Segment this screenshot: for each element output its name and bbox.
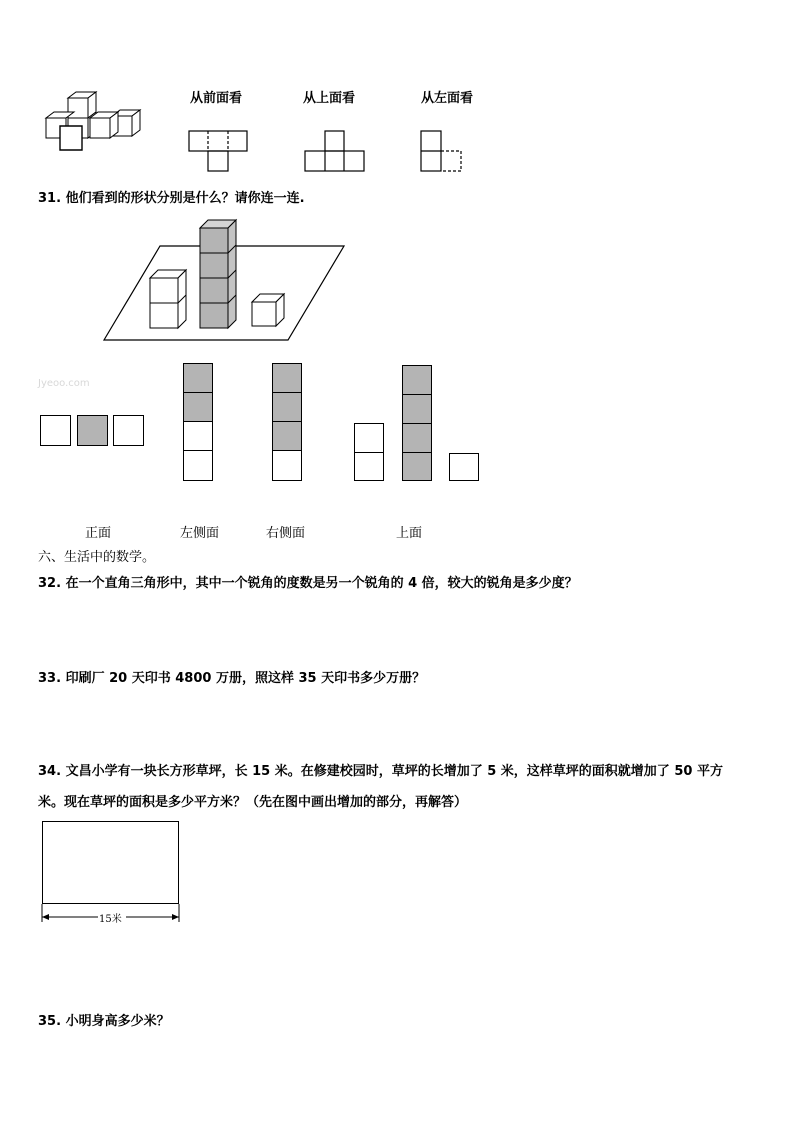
q35-number: 35. (38, 1014, 62, 1029)
q32-number: 32. (38, 576, 62, 591)
lawn-length-label: 15米 (99, 914, 122, 925)
q31-cube-scene (104, 216, 348, 346)
q31-text: 他们看到的形状分别是什么？请你连一连. (65, 191, 305, 206)
top-view-label: 从上面看 (303, 91, 356, 106)
caption-left-side: 左侧面 (180, 526, 220, 541)
q34-line1 (38, 760, 723, 779)
option-front-view[interactable] (40, 415, 144, 446)
q33-number: 33. (38, 671, 62, 686)
q35 (38, 1010, 170, 1029)
cube-figure-isometric (40, 86, 140, 158)
lawn-rectangle[interactable] (42, 821, 179, 904)
option-right-side-view[interactable] (272, 363, 302, 481)
top-view-drawing (304, 130, 366, 174)
caption-top: 上面 (396, 526, 423, 541)
caption-right-side: 右侧面 (266, 526, 306, 541)
front-view-drawing (188, 130, 250, 174)
q35-text: 小明身高多少米？ (65, 1014, 170, 1029)
q33 (38, 667, 425, 686)
left-view-label: 从左面看 (421, 91, 474, 106)
q33-text: 印刷厂 20 天印书 4800 万册，照这样 35 天印书多少万册？ (65, 671, 426, 686)
section-6-title: 六、生活中的数学。 (38, 550, 156, 565)
option-left-side-view[interactable] (183, 363, 213, 481)
q32 (38, 572, 578, 591)
q34-number: 34. (38, 764, 62, 779)
option-top-view[interactable] (354, 365, 480, 481)
q34-text-line1: 文昌小学有一块长方形草坪，长 15 米。在修建校园时，草坪的长增加了 5 米，这样草坪的面积就增加了 50 平方 (65, 764, 723, 779)
q34-line2: 米。现在草坪的面积是多少平方米？（先在图中画出增加的部分，再解答） (38, 795, 468, 810)
left-view-drawing (420, 130, 466, 174)
q32-text: 在一个直角三角形中，其中一个锐角的度数是另一个锐角的 4 倍，较大的锐角是多少度？ (65, 576, 578, 591)
q31-title (38, 187, 305, 206)
q31-number: 31. (38, 191, 62, 206)
front-view-label: 从前面看 (190, 91, 243, 106)
watermark: Jyeoo.com (38, 378, 90, 389)
caption-front: 正面 (85, 526, 112, 541)
